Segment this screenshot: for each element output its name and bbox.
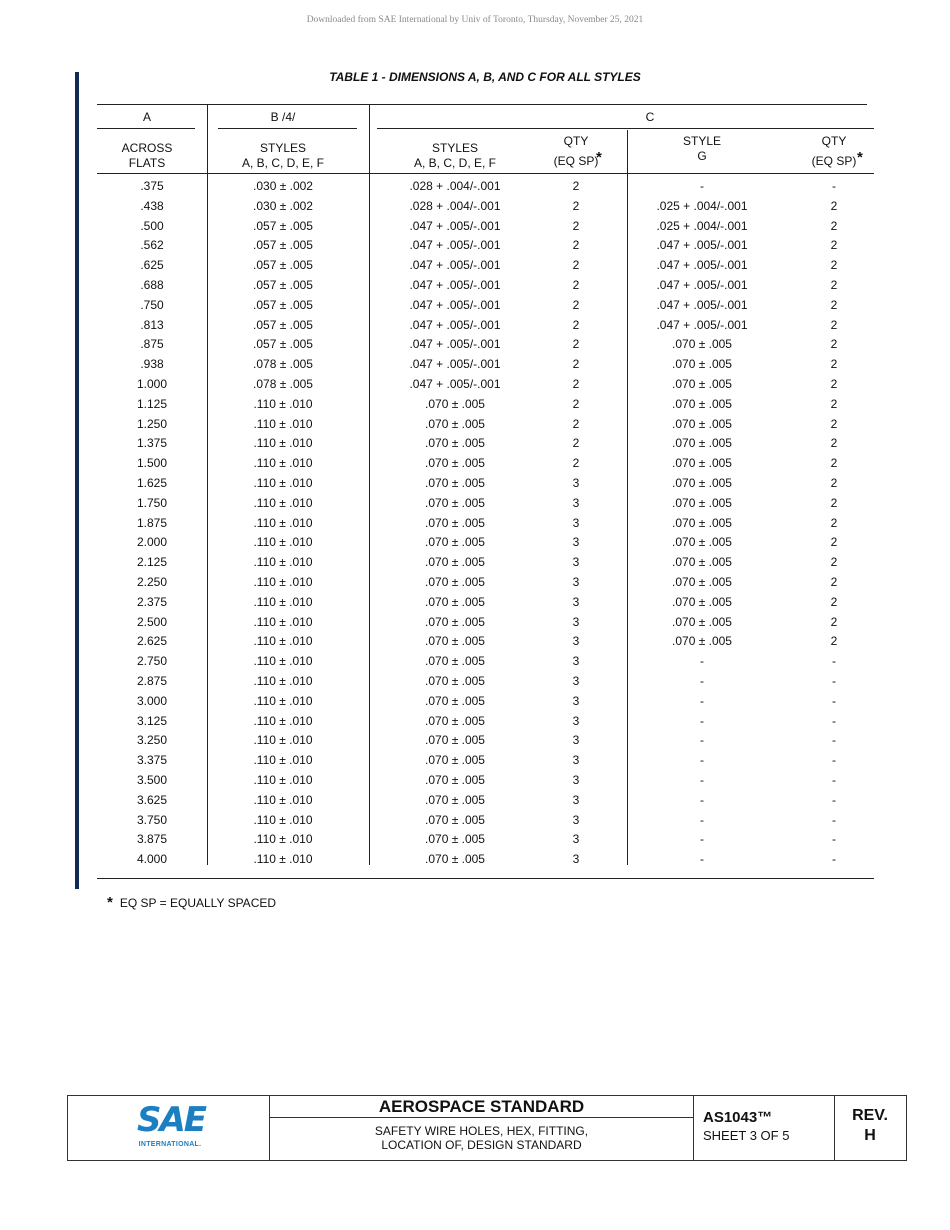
qty-cell: 2 xyxy=(572,297,580,312)
across-flats-cell: 2.000 xyxy=(136,535,168,550)
c-styles-cell: .047 + .005/-.001 xyxy=(409,357,501,372)
table-row xyxy=(0,397,950,417)
header-sub-rule-b xyxy=(218,128,357,129)
across-flats-cell: 1.000 xyxy=(136,377,168,391)
qty-g-cell: - xyxy=(832,792,836,807)
table-row xyxy=(0,436,950,456)
style-g-cell: .070 ± .005 xyxy=(672,594,732,609)
b-styles-cell: .110 ± .010 xyxy=(253,515,313,530)
qty-cell: 2 xyxy=(572,258,580,273)
b-styles-cell: .110 ± .010 xyxy=(253,476,313,490)
table-row xyxy=(0,535,950,555)
c-styles-cell: .070 ± .005 xyxy=(425,396,485,411)
c-styles-cell: .070 ± .005 xyxy=(425,832,485,847)
qty-g-cell: 2 xyxy=(830,377,838,391)
c-styles-cell: .070 ± .005 xyxy=(425,852,485,867)
style-g-cell: .025 + .004/-.001 xyxy=(656,198,748,213)
across-flats-cell: 3.500 xyxy=(136,773,168,787)
b-styles-cell: .110 ± .010 xyxy=(253,852,313,867)
qty-g-cell: - xyxy=(832,179,836,193)
qty-g-cell: 2 xyxy=(830,278,838,292)
group-header-c: C xyxy=(645,110,655,124)
style-g-cell: - xyxy=(700,773,704,787)
c-styles-cell: .070 ± .005 xyxy=(425,674,485,688)
b-styles-cell: .078 ± .005 xyxy=(253,377,313,391)
b-styles-cell: .110 ± .010 xyxy=(253,594,313,609)
table-row xyxy=(0,179,950,199)
qty-g-cell: - xyxy=(832,832,836,847)
qty-g-cell: 2 xyxy=(830,297,838,312)
style-g-cell: - xyxy=(700,852,704,867)
qty-g-cell: 2 xyxy=(830,515,838,530)
qty-g-cell: 2 xyxy=(830,258,838,273)
across-flats-cell: .750 xyxy=(140,297,164,312)
qty-g-cell: 2 xyxy=(830,436,838,451)
b-styles-cell: .110 ± .010 xyxy=(253,832,313,847)
c-styles-cell: .047 + .005/-.001 xyxy=(409,218,501,233)
across-flats-cell: .688 xyxy=(140,278,164,292)
style-g-cell: .070 ± .005 xyxy=(672,535,732,550)
across-flats-cell: 1.125 xyxy=(136,396,168,411)
across-flats-cell: 2.375 xyxy=(136,594,168,609)
b-styles-cell: .057 ± .005 xyxy=(253,297,313,312)
style-g-cell: .047 + .005/-.001 xyxy=(656,278,748,292)
standard-subtitle: SAFETY WIRE HOLES, HEX, FITTING, LOCATION OF, DESIGN STANDARD xyxy=(374,1124,589,1152)
b-styles-cell: .110 ± .010 xyxy=(253,495,313,510)
qty-cell: 2 xyxy=(572,198,580,213)
across-flats-cell: .562 xyxy=(140,238,164,253)
b-styles-cell: .110 ± .010 xyxy=(253,733,313,748)
c-styles-cell: .070 ± .005 xyxy=(425,515,485,530)
style-g-cell: .070 ± .005 xyxy=(672,456,732,471)
header-qty-2: QTY (EQ SP) xyxy=(811,134,857,168)
b-styles-cell: .110 ± .010 xyxy=(253,416,313,431)
download-note: Downloaded from SAE International by Univ of Toronto, Thursday, November 25, 2021 xyxy=(306,15,644,25)
table-row xyxy=(0,258,950,278)
across-flats-cell: 2.750 xyxy=(136,654,168,669)
b-styles-cell: .110 ± .010 xyxy=(253,575,313,589)
qty-cell: 2 xyxy=(572,396,580,411)
qty-cell: 2 xyxy=(572,337,580,352)
table-row xyxy=(0,793,950,813)
b-styles-cell: .110 ± .010 xyxy=(253,535,313,550)
table-row xyxy=(0,417,950,437)
b-styles-cell: .110 ± .010 xyxy=(253,792,313,807)
header-b-styles: STYLES A, B, C, D, E, F xyxy=(241,141,324,170)
qty-g-cell: 2 xyxy=(830,396,838,411)
style-g-cell: .070 ± .005 xyxy=(672,416,732,431)
c-styles-cell: .047 + .005/-.001 xyxy=(409,337,501,352)
table-row xyxy=(0,516,950,536)
standard-heading: AEROSPACE STANDARD xyxy=(378,1097,585,1116)
c-styles-cell: .047 + .005/-.001 xyxy=(409,238,501,253)
table-row xyxy=(0,852,950,872)
across-flats-cell: 3.250 xyxy=(136,733,168,748)
title-block-heading-rule xyxy=(270,1117,693,1118)
qty-g-cell: 2 xyxy=(830,416,838,431)
table-row xyxy=(0,753,950,773)
table-row xyxy=(0,733,950,753)
table-row xyxy=(0,298,950,318)
across-flats-cell: 1.625 xyxy=(136,476,168,490)
qty-g-cell: 2 xyxy=(830,238,838,253)
across-flats-cell: .625 xyxy=(140,258,164,273)
table-row xyxy=(0,337,950,357)
qty-cell: 2 xyxy=(572,357,580,372)
table-row xyxy=(0,377,950,397)
c-styles-cell: .047 + .005/-.001 xyxy=(409,317,501,332)
style-g-cell: - xyxy=(700,179,704,193)
table-row xyxy=(0,357,950,377)
across-flats-cell: 3.875 xyxy=(136,832,168,847)
table-row xyxy=(0,813,950,833)
style-g-cell: .070 ± .005 xyxy=(672,575,732,589)
c-styles-cell: .070 ± .005 xyxy=(425,416,485,431)
revision: REV. H xyxy=(852,1107,888,1144)
footnote-text: EQ SP = EQUALLY SPACED xyxy=(119,896,277,910)
table-row xyxy=(0,654,950,674)
qty-cell: 3 xyxy=(572,693,580,708)
qty-cell: 3 xyxy=(572,733,580,748)
qty-g-cell: 2 xyxy=(830,357,838,372)
b-styles-cell: .057 ± .005 xyxy=(253,337,313,352)
header-c-styles: STYLES A, B, C, D, E, F xyxy=(413,141,496,170)
table-top-rule xyxy=(97,104,867,105)
c-styles-cell: .028 + .004/-.001 xyxy=(409,198,501,213)
qty-g-cell: - xyxy=(832,693,836,708)
style-g-cell: .070 ± .005 xyxy=(672,396,732,411)
table-row xyxy=(0,832,950,852)
group-header-a: A xyxy=(142,110,151,124)
qty-cell: 2 xyxy=(572,416,580,431)
qty-cell: 3 xyxy=(572,476,580,490)
header-bottom-rule xyxy=(97,173,874,174)
table-title: TABLE 1 - DIMENSIONS A, B, AND C FOR ALL STYLES xyxy=(329,70,641,84)
table-row xyxy=(0,278,950,298)
across-flats-cell: 1.250 xyxy=(136,416,168,431)
across-flats-cell: 3.125 xyxy=(136,713,168,728)
header-across-flats: ACROSS FLATS xyxy=(121,141,173,170)
b-styles-cell: .110 ± .010 xyxy=(253,713,313,728)
table-row xyxy=(0,219,950,239)
table-row xyxy=(0,674,950,694)
qty-g-cell: - xyxy=(832,654,836,669)
c-styles-cell: .070 ± .005 xyxy=(425,773,485,787)
qty-g-cell: - xyxy=(832,733,836,748)
b-styles-cell: .110 ± .010 xyxy=(253,654,313,669)
table-row xyxy=(0,773,950,793)
qty-cell: 3 xyxy=(572,852,580,867)
qty-g-cell: 2 xyxy=(830,575,838,589)
c-styles-cell: .047 + .005/-.001 xyxy=(409,297,501,312)
qty-g-cell: 2 xyxy=(830,476,838,490)
qty-g-cell: 2 xyxy=(830,337,838,352)
qty-cell: 3 xyxy=(572,634,580,649)
style-g-cell: .070 ± .005 xyxy=(672,476,732,490)
across-flats-cell: 2.500 xyxy=(136,614,168,629)
qty-g-cell: 2 xyxy=(830,495,838,510)
across-flats-cell: 1.875 xyxy=(136,515,168,530)
sae-logo: SAE xyxy=(137,1100,206,1140)
across-flats-cell: 1.500 xyxy=(136,456,168,471)
qty-cell: 3 xyxy=(572,654,580,669)
group-header-b: B /4/ xyxy=(270,110,296,124)
style-g-cell: .070 ± .005 xyxy=(672,634,732,649)
qty-cell: 2 xyxy=(572,317,580,332)
style-g-cell: .070 ± .005 xyxy=(672,495,732,510)
c-styles-cell: .070 ± .005 xyxy=(425,436,485,451)
style-g-cell: .070 ± .005 xyxy=(672,555,732,570)
table-row xyxy=(0,199,950,219)
c-styles-cell: .070 ± .005 xyxy=(425,495,485,510)
qty-cell: 3 xyxy=(572,713,580,728)
style-g-cell: - xyxy=(700,693,704,708)
qty-cell: 3 xyxy=(572,792,580,807)
qty-g-cell: - xyxy=(832,674,836,688)
qty-cell: 3 xyxy=(572,535,580,550)
style-g-cell: .070 ± .005 xyxy=(672,337,732,352)
qty-cell: 3 xyxy=(572,773,580,787)
b-styles-cell: .110 ± .010 xyxy=(253,773,313,787)
table-row xyxy=(0,634,950,654)
table-row xyxy=(0,555,950,575)
table-row xyxy=(0,476,950,496)
qty-cell: 3 xyxy=(572,594,580,609)
style-g-cell: .047 + .005/-.001 xyxy=(656,258,748,273)
b-styles-cell: .110 ± .010 xyxy=(253,693,313,708)
qty-cell: 3 xyxy=(572,753,580,768)
qty-g-cell: 2 xyxy=(830,614,838,629)
b-styles-cell: .110 ± .010 xyxy=(253,634,313,649)
c-styles-cell: .070 ± .005 xyxy=(425,476,485,490)
c-styles-cell: .047 + .005/-.001 xyxy=(409,377,501,391)
style-g-cell: - xyxy=(700,832,704,847)
title-block-divider-doc xyxy=(693,1095,694,1160)
across-flats-cell: 2.125 xyxy=(136,555,168,570)
across-flats-cell: 2.875 xyxy=(136,674,168,688)
across-flats-cell: .813 xyxy=(140,317,164,332)
qty-g-cell: - xyxy=(832,812,836,827)
qty-g-cell: 2 xyxy=(830,456,838,471)
style-g-cell: .047 + .005/-.001 xyxy=(656,297,748,312)
qty-g-cell: 2 xyxy=(830,555,838,570)
header-qty-1-asterisk: * xyxy=(596,149,602,166)
across-flats-cell: .938 xyxy=(140,357,164,372)
b-styles-cell: .057 ± .005 xyxy=(253,278,313,292)
qty-cell: 2 xyxy=(572,238,580,253)
qty-cell: 3 xyxy=(572,495,580,510)
footnote-asterisk: * xyxy=(107,894,113,911)
qty-cell: 2 xyxy=(572,179,580,193)
header-qty-1: QTY (EQ SP) xyxy=(553,134,599,168)
table-row xyxy=(0,694,950,714)
across-flats-cell: .875 xyxy=(140,337,164,352)
style-g-cell: - xyxy=(700,674,704,688)
style-g-cell: .070 ± .005 xyxy=(672,357,732,372)
across-flats-cell: 4.000 xyxy=(136,852,168,867)
style-g-cell: - xyxy=(700,812,704,827)
qty-cell: 2 xyxy=(572,456,580,471)
table-row xyxy=(0,496,950,516)
c-styles-cell: .070 ± .005 xyxy=(425,614,485,629)
b-styles-cell: .030 ± .002 xyxy=(253,179,313,193)
across-flats-cell: .500 xyxy=(140,218,164,233)
qty-cell: 3 xyxy=(572,575,580,589)
sheet-number: SHEET 3 OF 5 xyxy=(703,1128,790,1143)
qty-g-cell: 2 xyxy=(830,535,838,550)
style-g-cell: .070 ± .005 xyxy=(672,614,732,629)
across-flats-cell: 2.625 xyxy=(136,634,168,649)
sae-logo-subtext: INTERNATIONAL. xyxy=(138,1141,202,1148)
qty-cell: 2 xyxy=(572,436,580,451)
qty-cell: 2 xyxy=(572,218,580,233)
b-styles-cell: .110 ± .010 xyxy=(253,614,313,629)
c-styles-cell: .070 ± .005 xyxy=(425,733,485,748)
c-styles-cell: .047 + .005/-.001 xyxy=(409,278,501,292)
qty-cell: 3 xyxy=(572,674,580,688)
c-styles-cell: .047 + .005/-.001 xyxy=(409,258,501,273)
style-g-cell: - xyxy=(700,792,704,807)
header-sub-rule-c xyxy=(377,128,874,129)
table-row xyxy=(0,238,950,258)
qty-g-cell: 2 xyxy=(830,218,838,233)
b-styles-cell: .110 ± .010 xyxy=(253,396,313,411)
document-number: AS1043™ xyxy=(703,1109,773,1126)
b-styles-cell: .110 ± .010 xyxy=(253,812,313,827)
b-styles-cell: .110 ± .010 xyxy=(253,753,313,768)
style-g-cell: .025 + .004/-.001 xyxy=(656,218,748,233)
c-styles-cell: .070 ± .005 xyxy=(425,535,485,550)
style-g-cell: .047 + .005/-.001 xyxy=(656,238,748,253)
across-flats-cell: 3.625 xyxy=(136,792,168,807)
qty-g-cell: - xyxy=(832,773,836,787)
header-style-g: STYLE G xyxy=(682,134,721,163)
c-styles-cell: .070 ± .005 xyxy=(425,634,485,649)
style-g-cell: - xyxy=(700,713,704,728)
qty-cell: 3 xyxy=(572,515,580,530)
style-g-cell: .070 ± .005 xyxy=(672,515,732,530)
b-styles-cell: .057 ± .005 xyxy=(253,238,313,253)
qty-g-cell: 2 xyxy=(830,634,838,649)
c-styles-cell: .028 + .004/-.001 xyxy=(409,179,501,193)
qty-cell: 3 xyxy=(572,812,580,827)
qty-g-cell: 2 xyxy=(830,198,838,213)
across-flats-cell: .438 xyxy=(140,198,164,213)
c-styles-cell: .070 ± .005 xyxy=(425,594,485,609)
b-styles-cell: .057 ± .005 xyxy=(253,258,313,273)
c-styles-cell: .070 ± .005 xyxy=(425,575,485,589)
b-styles-cell: .110 ± .010 xyxy=(253,555,313,570)
across-flats-cell: 3.750 xyxy=(136,812,168,827)
b-styles-cell: .078 ± .005 xyxy=(253,357,313,372)
header-qty-2-asterisk: * xyxy=(857,149,863,166)
style-g-cell: - xyxy=(700,654,704,669)
table-bottom-rule xyxy=(97,878,874,879)
across-flats-cell: 3.000 xyxy=(136,693,168,708)
across-flats-cell: 2.250 xyxy=(136,575,168,589)
qty-cell: 2 xyxy=(572,278,580,292)
qty-cell: 3 xyxy=(572,832,580,847)
qty-g-cell: - xyxy=(832,852,836,867)
c-styles-cell: .070 ± .005 xyxy=(425,654,485,669)
style-g-cell: .070 ± .005 xyxy=(672,436,732,451)
b-styles-cell: .110 ± .010 xyxy=(253,674,313,688)
c-styles-cell: .070 ± .005 xyxy=(425,713,485,728)
qty-cell: 3 xyxy=(572,614,580,629)
qty-g-cell: - xyxy=(832,753,836,768)
qty-g-cell: - xyxy=(832,713,836,728)
qty-cell: 3 xyxy=(572,555,580,570)
footnote xyxy=(107,894,276,911)
c-styles-cell: .070 ± .005 xyxy=(425,555,485,570)
b-styles-cell: .057 ± .005 xyxy=(253,218,313,233)
style-g-cell: - xyxy=(700,733,704,748)
across-flats-cell: .375 xyxy=(140,179,164,193)
c-styles-cell: .070 ± .005 xyxy=(425,456,485,471)
c-styles-cell: .070 ± .005 xyxy=(425,753,485,768)
across-flats-cell: 1.375 xyxy=(136,436,168,451)
qty-g-cell: 2 xyxy=(830,317,838,332)
table-row xyxy=(0,615,950,635)
table-row xyxy=(0,318,950,338)
style-g-cell: .070 ± .005 xyxy=(672,377,732,391)
b-styles-cell: .110 ± .010 xyxy=(253,436,313,451)
c-styles-cell: .070 ± .005 xyxy=(425,693,485,708)
b-styles-cell: .110 ± .010 xyxy=(253,456,313,471)
header-sub-rule-a xyxy=(97,128,195,129)
b-styles-cell: .057 ± .005 xyxy=(253,317,313,332)
style-g-cell: .047 + .005/-.001 xyxy=(656,317,748,332)
c-styles-cell: .070 ± .005 xyxy=(425,792,485,807)
table-row xyxy=(0,575,950,595)
table-row xyxy=(0,595,950,615)
c-styles-cell: .070 ± .005 xyxy=(425,812,485,827)
qty-cell: 2 xyxy=(572,377,580,391)
b-styles-cell: .030 ± .002 xyxy=(253,198,313,213)
style-g-cell: - xyxy=(700,753,704,768)
table-row xyxy=(0,714,950,734)
qty-g-cell: 2 xyxy=(830,594,838,609)
across-flats-cell: 1.750 xyxy=(136,495,168,510)
across-flats-cell: 3.375 xyxy=(136,753,168,768)
table-row xyxy=(0,456,950,476)
